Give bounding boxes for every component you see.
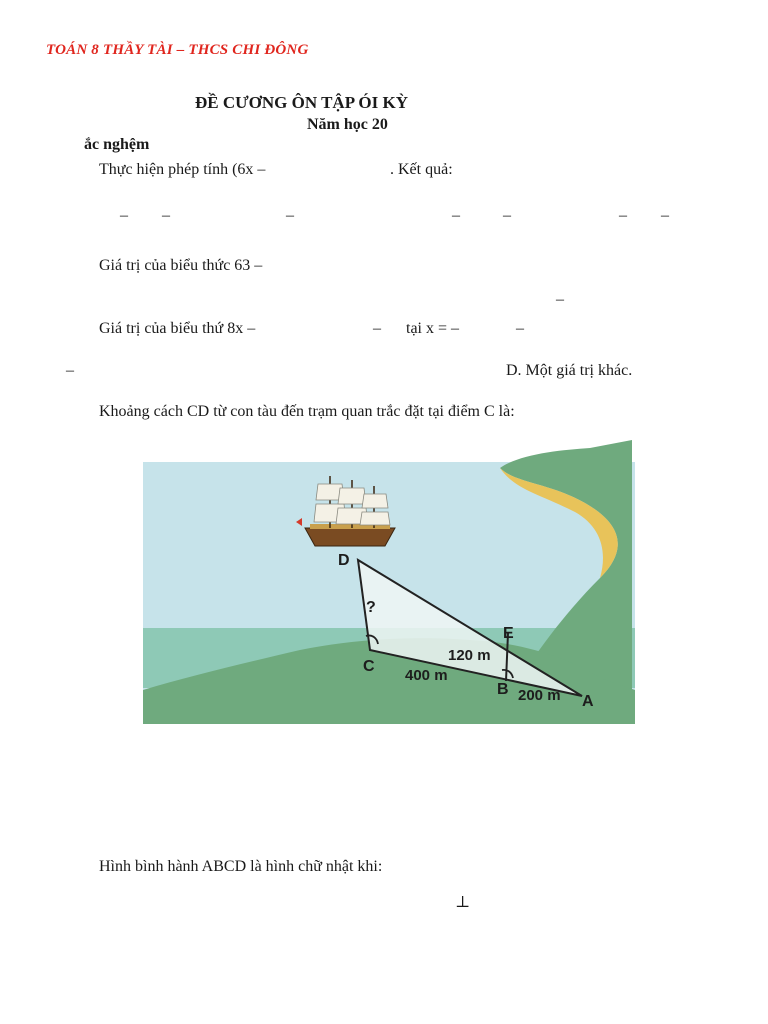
answer-fragment: – — [556, 291, 564, 308]
question-5-text: Hình bình hành ABCD là hình chữ nhật khi: — [99, 858, 383, 875]
answer-fragment: – — [120, 207, 128, 224]
question-3-mid: – — [373, 320, 381, 337]
point-d-label: D — [338, 552, 350, 569]
point-a-label: A — [582, 693, 594, 710]
answer-fragment: – — [66, 362, 74, 379]
answer-fragment: – — [452, 207, 460, 224]
answer-fragment: – — [162, 207, 170, 224]
question-2-text: Giá trị của biểu thức 63 – — [99, 257, 263, 274]
perpendicular-symbol: ⊥ — [455, 894, 471, 911]
answer-fragment: – — [286, 207, 294, 224]
ba-length-label: 200 m — [518, 687, 561, 704]
page-header: TOÁN 8 THẦY TÀI – THCS CHI ĐÔNG — [46, 42, 309, 58]
question-3-tail: tại x = – — [406, 320, 460, 337]
cb-length-label: 400 m — [405, 667, 448, 684]
be-length-label: 120 m — [448, 647, 491, 664]
answer-fragment: – — [503, 207, 511, 224]
option-d: D. Một giá trị khác. — [506, 362, 633, 379]
answer-fragment: – — [661, 207, 669, 224]
answer-fragment: – — [619, 207, 627, 224]
document-title: ĐỀ CƯƠNG ÔN TẬP ÓI KỲ — [195, 93, 408, 112]
point-b-label: B — [497, 681, 509, 698]
ship-triangle-figure — [130, 428, 640, 724]
unknown-cd-label: ? — [366, 599, 376, 616]
question-4-text: Khoảng cách CD từ con tàu đến trạm quan trắc đặt tại điểm C là: — [99, 403, 515, 420]
section-title: ắc nghệm — [84, 136, 150, 153]
question-3-text: Giá trị của biểu thứ 8x – — [99, 320, 256, 337]
point-c-label: C — [363, 658, 375, 675]
document-subtitle: Năm học 20 — [307, 116, 388, 133]
point-e-label: E — [503, 625, 514, 642]
question-1-tail: . Kết quả: — [390, 161, 453, 178]
question-1-text: Thực hiện phép tính (6x – — [99, 161, 266, 178]
question-3-tail2: – — [516, 320, 524, 337]
